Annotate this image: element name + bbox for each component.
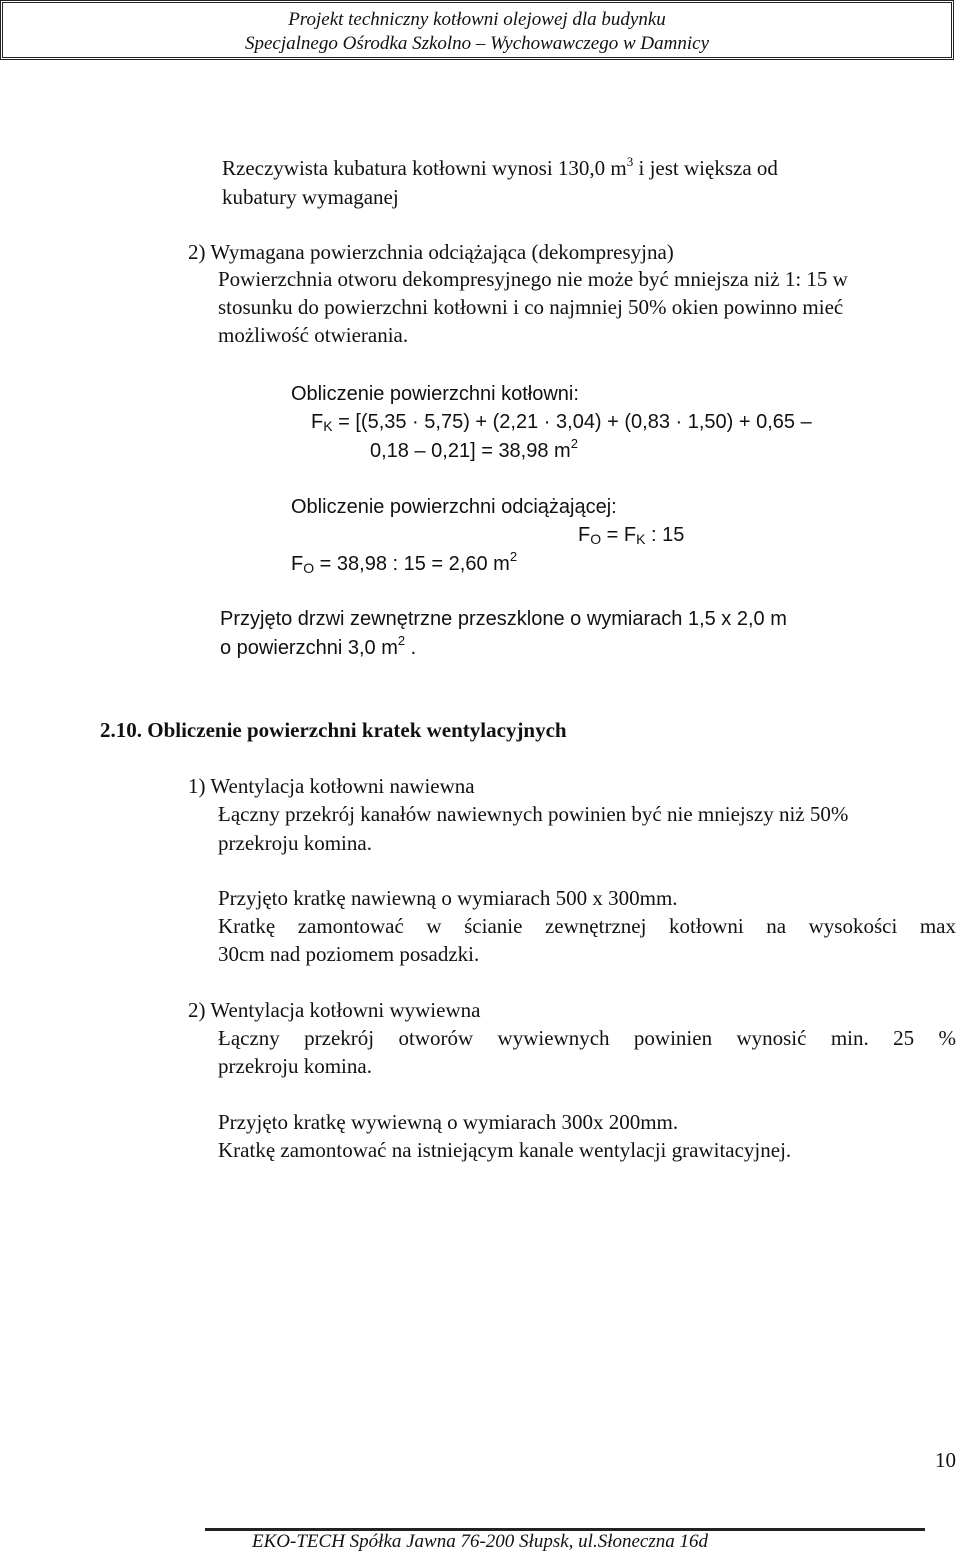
relief-calc-title: Obliczenie powierzchni odciążającej: bbox=[291, 496, 617, 518]
superscript: 2 bbox=[570, 436, 578, 451]
subscript: K bbox=[636, 531, 646, 547]
ventilation-item-1: 1) Wentylacja kotłowni nawiewna bbox=[188, 774, 475, 798]
formula-result: 0,18 – 0,21] = 38,98 m bbox=[370, 440, 571, 462]
subscript: O bbox=[303, 560, 315, 576]
item-1-line-3: Przyjęto kratkę nawiewną o wymiarach 500 x 300mm. bbox=[218, 886, 678, 910]
area-calc-title: Obliczenie powierzchni kotłowni: bbox=[291, 383, 579, 405]
intro-text-a: Rzeczywista kubatura kotłowni wynosi 130,0 m bbox=[222, 156, 627, 180]
door-text: o powierzchni 3,0 m bbox=[220, 637, 398, 659]
symbol-f: F bbox=[291, 553, 304, 575]
item-1-line-2: przekroju komina. bbox=[218, 831, 372, 855]
item-1-line-4: Kratkę zamontować w ścianie zewnętrznej kotłowni na wysokości max bbox=[218, 914, 956, 938]
door-line-1: Przyjęto drzwi zewnętrzne przeszklone o wymiarach 1,5 x 2,0 m bbox=[220, 608, 787, 630]
item-2-line-1: Łączny przekrój otworów wywiewnych powinien wynosić min. 25 % bbox=[218, 1026, 956, 1050]
page-footer: EKO-TECH Spółka Jawna 76-200 Słupsk, ul.Słoneczna 16d bbox=[252, 1531, 708, 1552]
formula-text: = F bbox=[601, 524, 637, 546]
symbol-f: F bbox=[311, 411, 324, 433]
header-title-line-1: Projekt techniczny kotłowni olejowej dla budynku bbox=[288, 9, 666, 30]
door-line-2 bbox=[220, 635, 416, 661]
section-2-line-3: możliwość otwierania. bbox=[218, 323, 409, 347]
header-title-line-2: Specjalnego Ośrodka Szkolno – Wychowawczego w Damnicy bbox=[244, 33, 709, 54]
ventilation-item-2: 2) Wentylacja kotłowni wywiewna bbox=[188, 998, 481, 1022]
door-text-end: . bbox=[405, 637, 417, 659]
intro-line-2: kubatury wymaganej bbox=[222, 185, 399, 209]
section-2-line-1: Powierzchnia otworu dekompresyjnego nie może być mniejsza niż 1: 15 w bbox=[218, 267, 848, 291]
symbol-f: F bbox=[578, 524, 591, 546]
subscript: O bbox=[590, 531, 602, 547]
item-2-line-2: przekroju komina. bbox=[218, 1054, 372, 1078]
superscript: 3 bbox=[626, 154, 634, 169]
fo-result bbox=[291, 551, 517, 577]
fk-formula-line-1 bbox=[311, 409, 812, 435]
page-header bbox=[0, 0, 954, 60]
item-1-line-5: 30cm nad poziomem posadzki. bbox=[218, 942, 480, 966]
formula-text: : 15 bbox=[645, 524, 685, 546]
superscript: 2 bbox=[397, 633, 406, 648]
formula-text: = 38,98 : 15 = 2,60 m bbox=[314, 553, 510, 575]
formula-text: = [(5,35 · 5,75) + (2,21 · 3,04) + (0,83 · 1,50) + 0,65 – bbox=[332, 411, 812, 433]
section-2-line-2: stosunku do powierzchni kotłowni i co najmniej 50% okien powinno mieć bbox=[218, 295, 844, 319]
page-number: 10 bbox=[935, 1448, 956, 1472]
superscript: 2 bbox=[509, 549, 518, 564]
item-2-line-3: Przyjęto kratkę wywiewną o wymiarach 300x 200mm. bbox=[218, 1110, 679, 1134]
item-1-line-1: Łączny przekrój kanałów nawiewnych powinien być nie mniejszy niż 50% bbox=[218, 802, 849, 826]
section-heading: 2.10. Obliczenie powierzchni kratek wentylacyjnych bbox=[100, 718, 567, 742]
fo-formula bbox=[578, 522, 684, 548]
intro-text-b: i jest większa od bbox=[633, 156, 778, 180]
subscript: K bbox=[323, 418, 333, 434]
item-2-line-4: Kratkę zamontować na istniejącym kanale wentylacji grawitacyjnej. bbox=[218, 1138, 792, 1162]
intro-line-1 bbox=[222, 155, 957, 181]
fk-formula-line-2 bbox=[370, 438, 578, 464]
section-2-item: 2) Wymagana powierzchnia odciążająca (dekompresyjna) bbox=[188, 240, 674, 264]
